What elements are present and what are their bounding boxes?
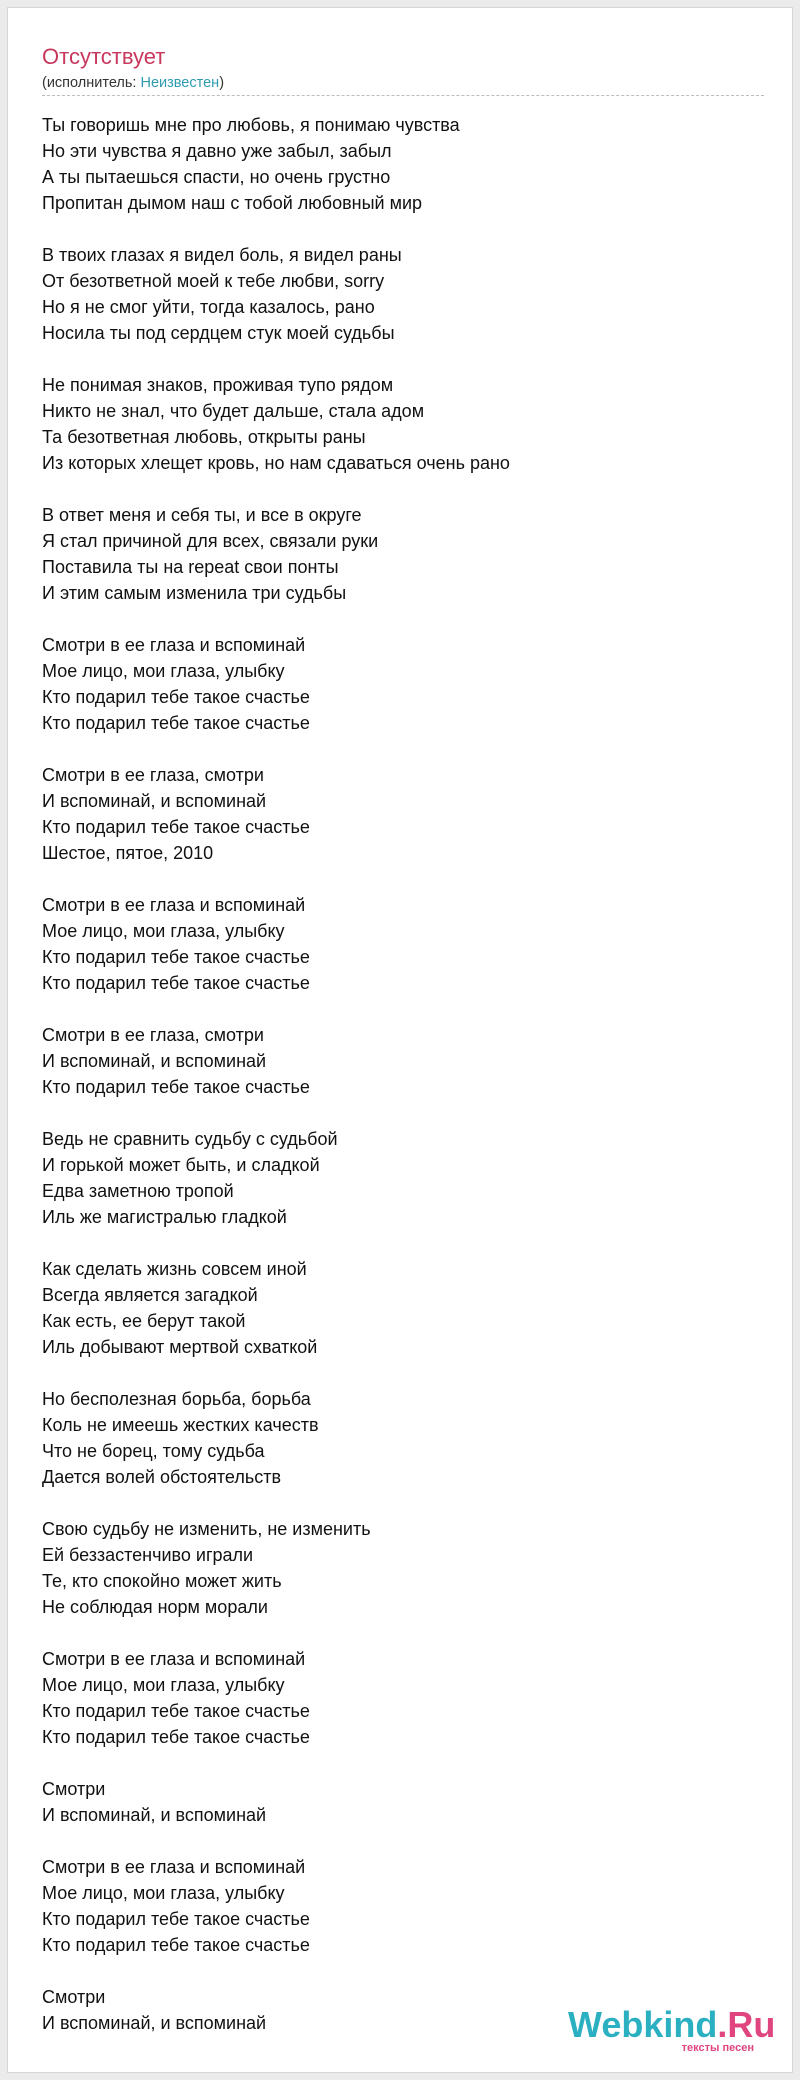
lyrics-card [7, 7, 793, 2073]
lyrics-line: Как сделать жизнь совсем иной [42, 1259, 307, 1279]
lyrics-body [42, 112, 762, 2062]
lyrics-stanza [42, 892, 762, 996]
lyrics-line: Пропитан дымом наш с тобой любовный мир [42, 193, 423, 213]
lyrics-stanza [42, 1516, 762, 1620]
artist-line [42, 74, 224, 93]
lyrics-stanza [42, 632, 762, 736]
lyrics-line: Поставила ты на repeat свои понты [42, 557, 339, 577]
lyrics-line: Свою судьбу не изменить, не изменить [42, 1519, 371, 1539]
lyrics-line: В твоих глазах я видел боль, я видел раны [42, 245, 402, 265]
lyrics-line: Мое лицо, мои глаза, улыбку [42, 1675, 285, 1695]
lyrics-stanza [42, 1854, 762, 1958]
lyrics-stanza [42, 112, 762, 216]
lyrics-stanza [42, 1126, 762, 1230]
lyrics-line: Носила ты под сердцем стук моей судьбы [42, 323, 395, 343]
lyrics-line: Кто подарил тебе такое счастье [42, 713, 310, 733]
lyrics-line: Дается волей обстоятельств [42, 1467, 282, 1487]
lyrics-line: Ведь не сравнить судьбу с судьбой [42, 1129, 338, 1149]
lyrics-line: Смотри в ее глаза, смотри [42, 1025, 264, 1045]
lyrics-line: Коль не имеешь жестких качеств [42, 1415, 319, 1435]
artist-link[interactable]: Неизвестен [140, 75, 220, 91]
lyrics-line: Кто подарил тебе такое счастье [42, 817, 310, 837]
logo-tld: .Ru [717, 2004, 776, 2045]
lyrics-line: Смотри в ее глаза, смотри [42, 765, 264, 785]
lyrics-line: Из которых хлещет кровь, но нам сдаваться очень рано [42, 453, 510, 473]
lyrics-line: Кто подарил тебе такое счастье [42, 687, 310, 707]
webkind-logo[interactable] [568, 2004, 776, 2056]
lyrics-stanza [42, 372, 762, 476]
lyrics-line: Мое лицо, мои глаза, улыбку [42, 661, 285, 681]
lyrics-line: Шестое, пятое, 2010 [42, 843, 214, 863]
title-divider [42, 95, 764, 96]
lyrics-line: Иль же магистралью гладкой [42, 1207, 287, 1227]
lyrics-stanza [42, 1386, 762, 1490]
lyrics-stanza [42, 1776, 762, 1828]
lyrics-line: Смотри в ее глаза и вспоминай [42, 1649, 306, 1669]
lyrics-line: Никто не знал, что будет дальше, стала адом [42, 401, 425, 421]
lyrics-stanza [42, 1022, 762, 1100]
lyrics-stanza [42, 242, 762, 346]
lyrics-line: Не соблюдая норм морали [42, 1597, 268, 1617]
lyrics-line: В ответ меня и себя ты, и все в округе [42, 505, 362, 525]
lyrics-stanza [42, 1646, 762, 1750]
lyrics-line: Что не борец, тому судьба [42, 1441, 265, 1461]
lyrics-line: Кто подарил тебе такое счастье [42, 1701, 310, 1721]
lyrics-line: Смотри [42, 1779, 106, 1799]
lyrics-line: И вспоминай, и вспоминай [42, 1051, 267, 1071]
lyrics-line: Мое лицо, мои глаза, улыбку [42, 1883, 285, 1903]
logo-wordmark [568, 2004, 776, 2045]
lyrics-line: Кто подарил тебе такое счастье [42, 1077, 310, 1097]
lyrics-line: Но я не смог уйти, тогда казалось, рано [42, 297, 375, 317]
lyrics-line: А ты пытаешься спасти, но очень грустно [42, 167, 391, 187]
lyrics-line: От безответной моей к тебе любви, sorry [42, 271, 385, 291]
lyrics-line: Не понимая знаков, проживая тупо рядом [42, 375, 394, 395]
lyrics-line: Но бесполезная борьба, борьба [42, 1389, 311, 1409]
lyrics-line: Ей беззастенчиво играли [42, 1545, 254, 1565]
lyrics-line: И этим самым изменила три судьбы [42, 583, 347, 603]
lyrics-line: Едва заметною тропой [42, 1181, 234, 1201]
lyrics-line: Та безответная любовь, открыты раны [42, 427, 366, 447]
lyrics-line: Всегда является загадкой [42, 1285, 258, 1305]
lyrics-line: Смотри в ее глаза и вспоминай [42, 1857, 306, 1877]
logo-brand: Webkind [568, 2004, 718, 2045]
lyrics-line: Мое лицо, мои глаза, улыбку [42, 921, 285, 941]
lyrics-line: И вспоминай, и вспоминай [42, 791, 267, 811]
artist-prefix: (исполнитель: [42, 75, 141, 91]
lyrics-line: И вспоминай, и вспоминай [42, 2013, 267, 2033]
lyrics-line: Иль добывают мертвой схваткой [42, 1337, 318, 1357]
lyrics-line: Как есть, ее берут такой [42, 1311, 246, 1331]
lyrics-stanza [42, 762, 762, 866]
lyrics-line: Смотри [42, 1987, 106, 2007]
lyrics-line: Кто подарил тебе такое счастье [42, 947, 310, 967]
artist-suffix: ) [219, 75, 225, 91]
lyrics-line: Смотри в ее глаза и вспоминай [42, 635, 306, 655]
lyrics-line: Кто подарил тебе такое счастье [42, 1935, 310, 1955]
lyrics-line: Кто подарил тебе такое счастье [42, 1727, 310, 1747]
lyrics-line: Я стал причиной для всех, связали руки [42, 531, 379, 551]
lyrics-line: И горькой может быть, и сладкой [42, 1155, 320, 1175]
lyrics-stanza [42, 1256, 762, 1360]
lyrics-stanza [42, 502, 762, 606]
logo-tagline: тексты песен [681, 2042, 754, 2054]
lyrics-line: Те, кто спокойно может жить [42, 1571, 282, 1591]
lyrics-line: Ты говоришь мне про любовь, я понимаю чувства [42, 115, 460, 135]
lyrics-line: Но эти чувства я давно уже забыл, забыл [42, 141, 392, 161]
lyrics-line: И вспоминай, и вспоминай [42, 1805, 267, 1825]
lyrics-line: Кто подарил тебе такое счастье [42, 1909, 310, 1929]
lyrics-line: Смотри в ее глаза и вспоминай [42, 895, 306, 915]
lyrics-line: Кто подарил тебе такое счастье [42, 973, 310, 993]
song-title: Отсутствует [42, 44, 166, 69]
